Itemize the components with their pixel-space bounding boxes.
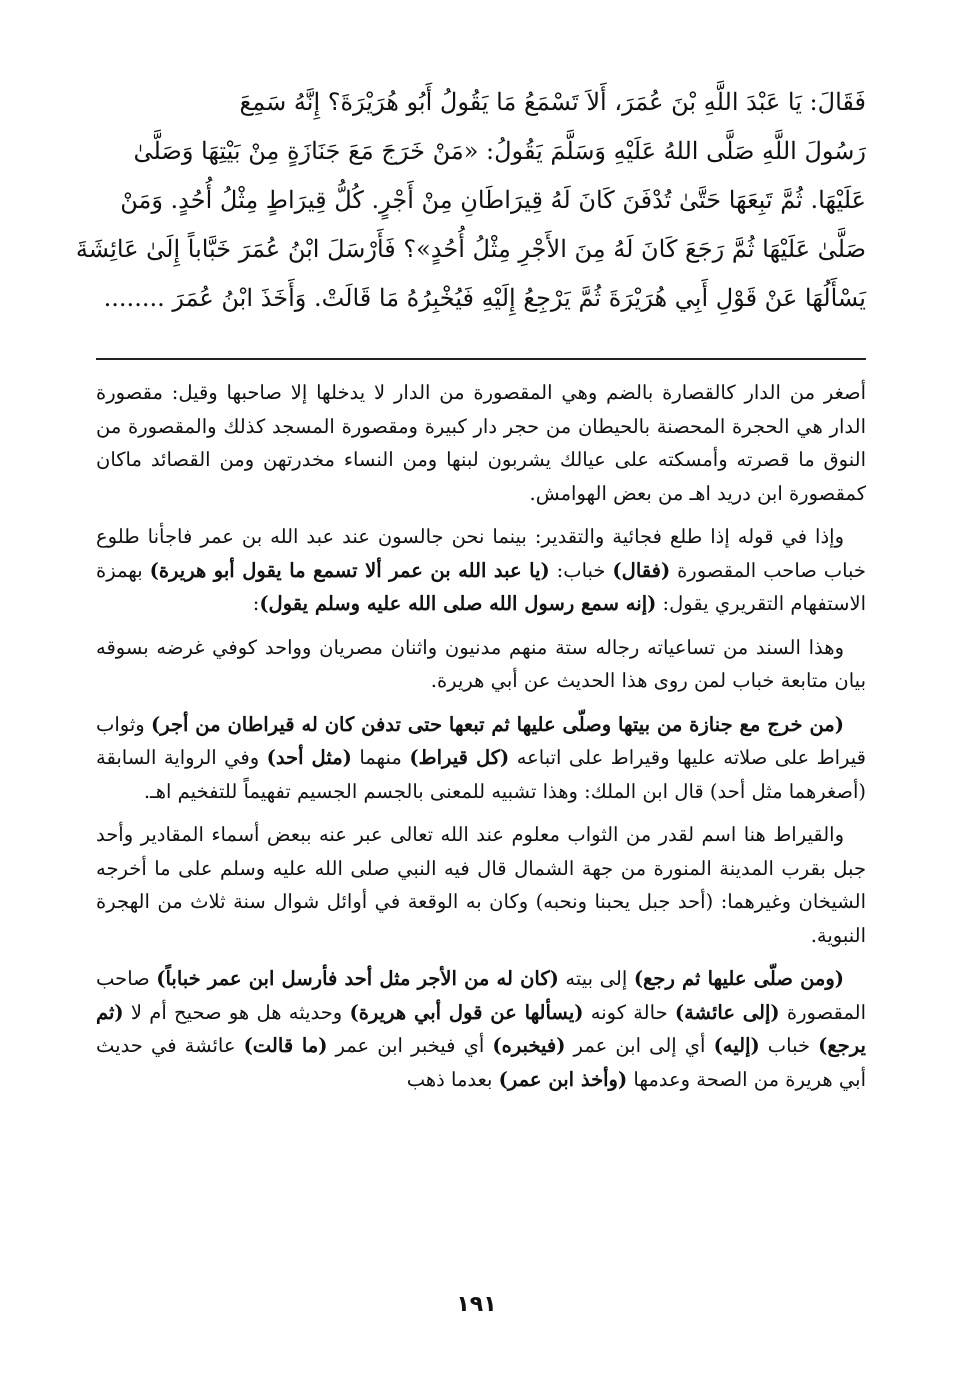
quoted-matn: (ومن صلّى عليها ثم رجع) [633,967,844,990]
commentary-block [96,376,866,1106]
commentary-paragraph [96,631,866,698]
commentary-text: خباب [759,1034,819,1057]
commentary-text: بهمزة الاستفهام التقريري يقول: [96,558,866,615]
commentary-paragraph [96,376,866,510]
quoted-matn: (من خرج مع جنازة من بيتها وصلّى عليها ثم تبعها حتى تدفن كان له قيراطان من أجر) [150,712,844,736]
hadith-line: رَسُولَ اللَّهِ صَلَّى اللهُ عَلَيْهِ وَسَلَّمَ يَقُولُ: «مَنْ خَرَجَ مَعَ جَنَازَةٍ مِنْ بَيْتِهَا وَصَلَّىٰ [133,137,866,165]
quoted-matn: (ثم يرجع) [96,1000,866,1057]
separator-rule [96,358,866,360]
commentary-text: وحديثه هل هو صحيح أم لا [123,1000,350,1024]
commentary-text: أي إلى ابن عمر [565,1034,714,1057]
hadith-block [75,78,866,323]
commentary-text: وإذا في قوله إذا طلع فجائية والتقدير: بينما نحن جالسون عند عبد الله بن عمر فاجأنا طلوع خباب صاحب المقصورة [96,525,866,582]
quoted-matn: (ما قالت) [243,1034,328,1057]
commentary-paragraph [96,708,866,809]
commentary-text: وهذا السند من تساعياته رجاله ستة منهم مدنيون واثنان مصريان وواحد كوفي غرضه بسوقه بيان متابعة خباب لمن روى هذا الحديث عن أبي هريرة. [96,635,866,692]
commentary-text: وفي الرواية السابقة (أصغرهما مثل أحد) قال ابن الملك: وهذا تشبيه للمعنى بالجسم الجسيم تفهيماً للتفخيم اهـ. [96,746,866,803]
hadith-text [75,78,866,323]
hadith-line: فَقَالَ: يَا عَبْدَ اللَّهِ بْنَ عُمَرَ، أَلاَ تَسْمَعُ مَا يَقُولُ أَبُو هُرَيْرَةَ؟ إِنَّهُ سَمِعَ [239,88,866,116]
commentary-text: أصغر من الدار كالقصارة بالضم وهي المقصورة من الدار لا يدخلها إلا صاحبها وقيل: مقصورة الدار هي الحجرة المحصنة بالحيطان من حجر دار كبيرة ومقصورة المسجد كذلك والمقصورة من النوق ما قصرته وأمسكته على عيالك يشربون لبنها ومن النساء مخدرتهن ومن القصائد ماكان كمقصورة ابن دريد اهـ من بعض الهوامش. [96,381,866,505]
hadith-line: عَلَيْهَا. ثُمَّ تَبِعَهَا حَتَّىٰ تُدْفَنَ كَانَ لَهُ قِيرَاطَانِ مِنْ أَجْرٍ. كُلُّ قِيرَاطٍ مِثْلُ أُحُدٍ. وَمَنْ [120,186,866,214]
quoted-matn: (فقال) [612,558,671,582]
commentary-text: عائشة في حديث أبي هريرة من الصحة وعدمها [96,1034,866,1091]
commentary-text: أي فيخبر ابن عمر [327,1034,493,1057]
commentary-text: إلى بيته [558,967,634,990]
page-number: ١٩١ [456,1292,497,1317]
commentary-text: والقيراط هنا اسم لقدر من الثواب معلوم عند الله تعالى عبر عنه ببعض أسماء المقادير وأحد جبل بقرب المدينة المنورة من جهة الشمال قال فيه النبي صلى الله عليه وسلم على ما أخرجه الشيخان وغيرهما: (أحد جبل يحبنا ونحبه) وكان به الوقعة في أوائل شوال سنة ثلاث من الهجرة النبوية. [96,823,866,947]
quoted-matn: (إنه سمع رسول الله صلى الله عليه وسلم يقول) [259,592,657,615]
quoted-matn: (إلى عائشة) [674,1000,780,1024]
commentary-text: حالة كونه [583,1000,675,1024]
quoted-matn: (كان له من الأجر مثل أحد فأرسل ابن عمر خباباً) [156,967,559,990]
quoted-matn: (يسألها عن قول أبي هريرة) [349,1000,584,1024]
commentary-text: : [252,592,260,615]
commentary-paragraph [96,520,866,621]
quoted-matn: (فيخبره) [492,1034,566,1057]
commentary-paragraph [96,962,866,1096]
commentary-text: وثواب قيراط على صلاته عليها وقيراط على اتباعه [96,712,867,769]
commentary-text: منهما [351,746,410,769]
hadith-line: يَسْأَلُهَا عَنْ قَوْلِ أَبِي هُرَيْرَةَ ثُمَّ يَرْجِعُ إِلَيْهِ فَيُخْبِرُهُ مَا قَالَتْ. وَأَخَذَ ابْنُ عُمَرَ ........ [103,284,866,312]
commentary-paragraph [96,818,866,952]
quoted-matn: (مثل أحد) [266,746,352,769]
quoted-matn: (يا عبد الله بن عمر ألا تسمع ما يقول أبو هريرة) [149,558,550,582]
quoted-matn: (كل قيراط) [409,746,510,769]
quoted-matn: (إليه) [713,1034,760,1057]
quoted-matn: (وأخذ ابن عمر) [498,1067,628,1091]
commentary-text: بعدما ذهب [406,1067,499,1091]
hadith-line: صَلَّىٰ عَلَيْهَا ثُمَّ رَجَعَ كَانَ لَهُ مِنَ الأَجْرِ مِثْلُ أُحُدٍ»؟ فَأَرْسَلَ ابْنُ عُمَرَ خَبَّاباً إِلَىٰ عَائِشَةَ [75,235,866,263]
commentary-text: خباب: [549,558,613,582]
commentary-text: صاحب المقصورة [96,967,866,1024]
